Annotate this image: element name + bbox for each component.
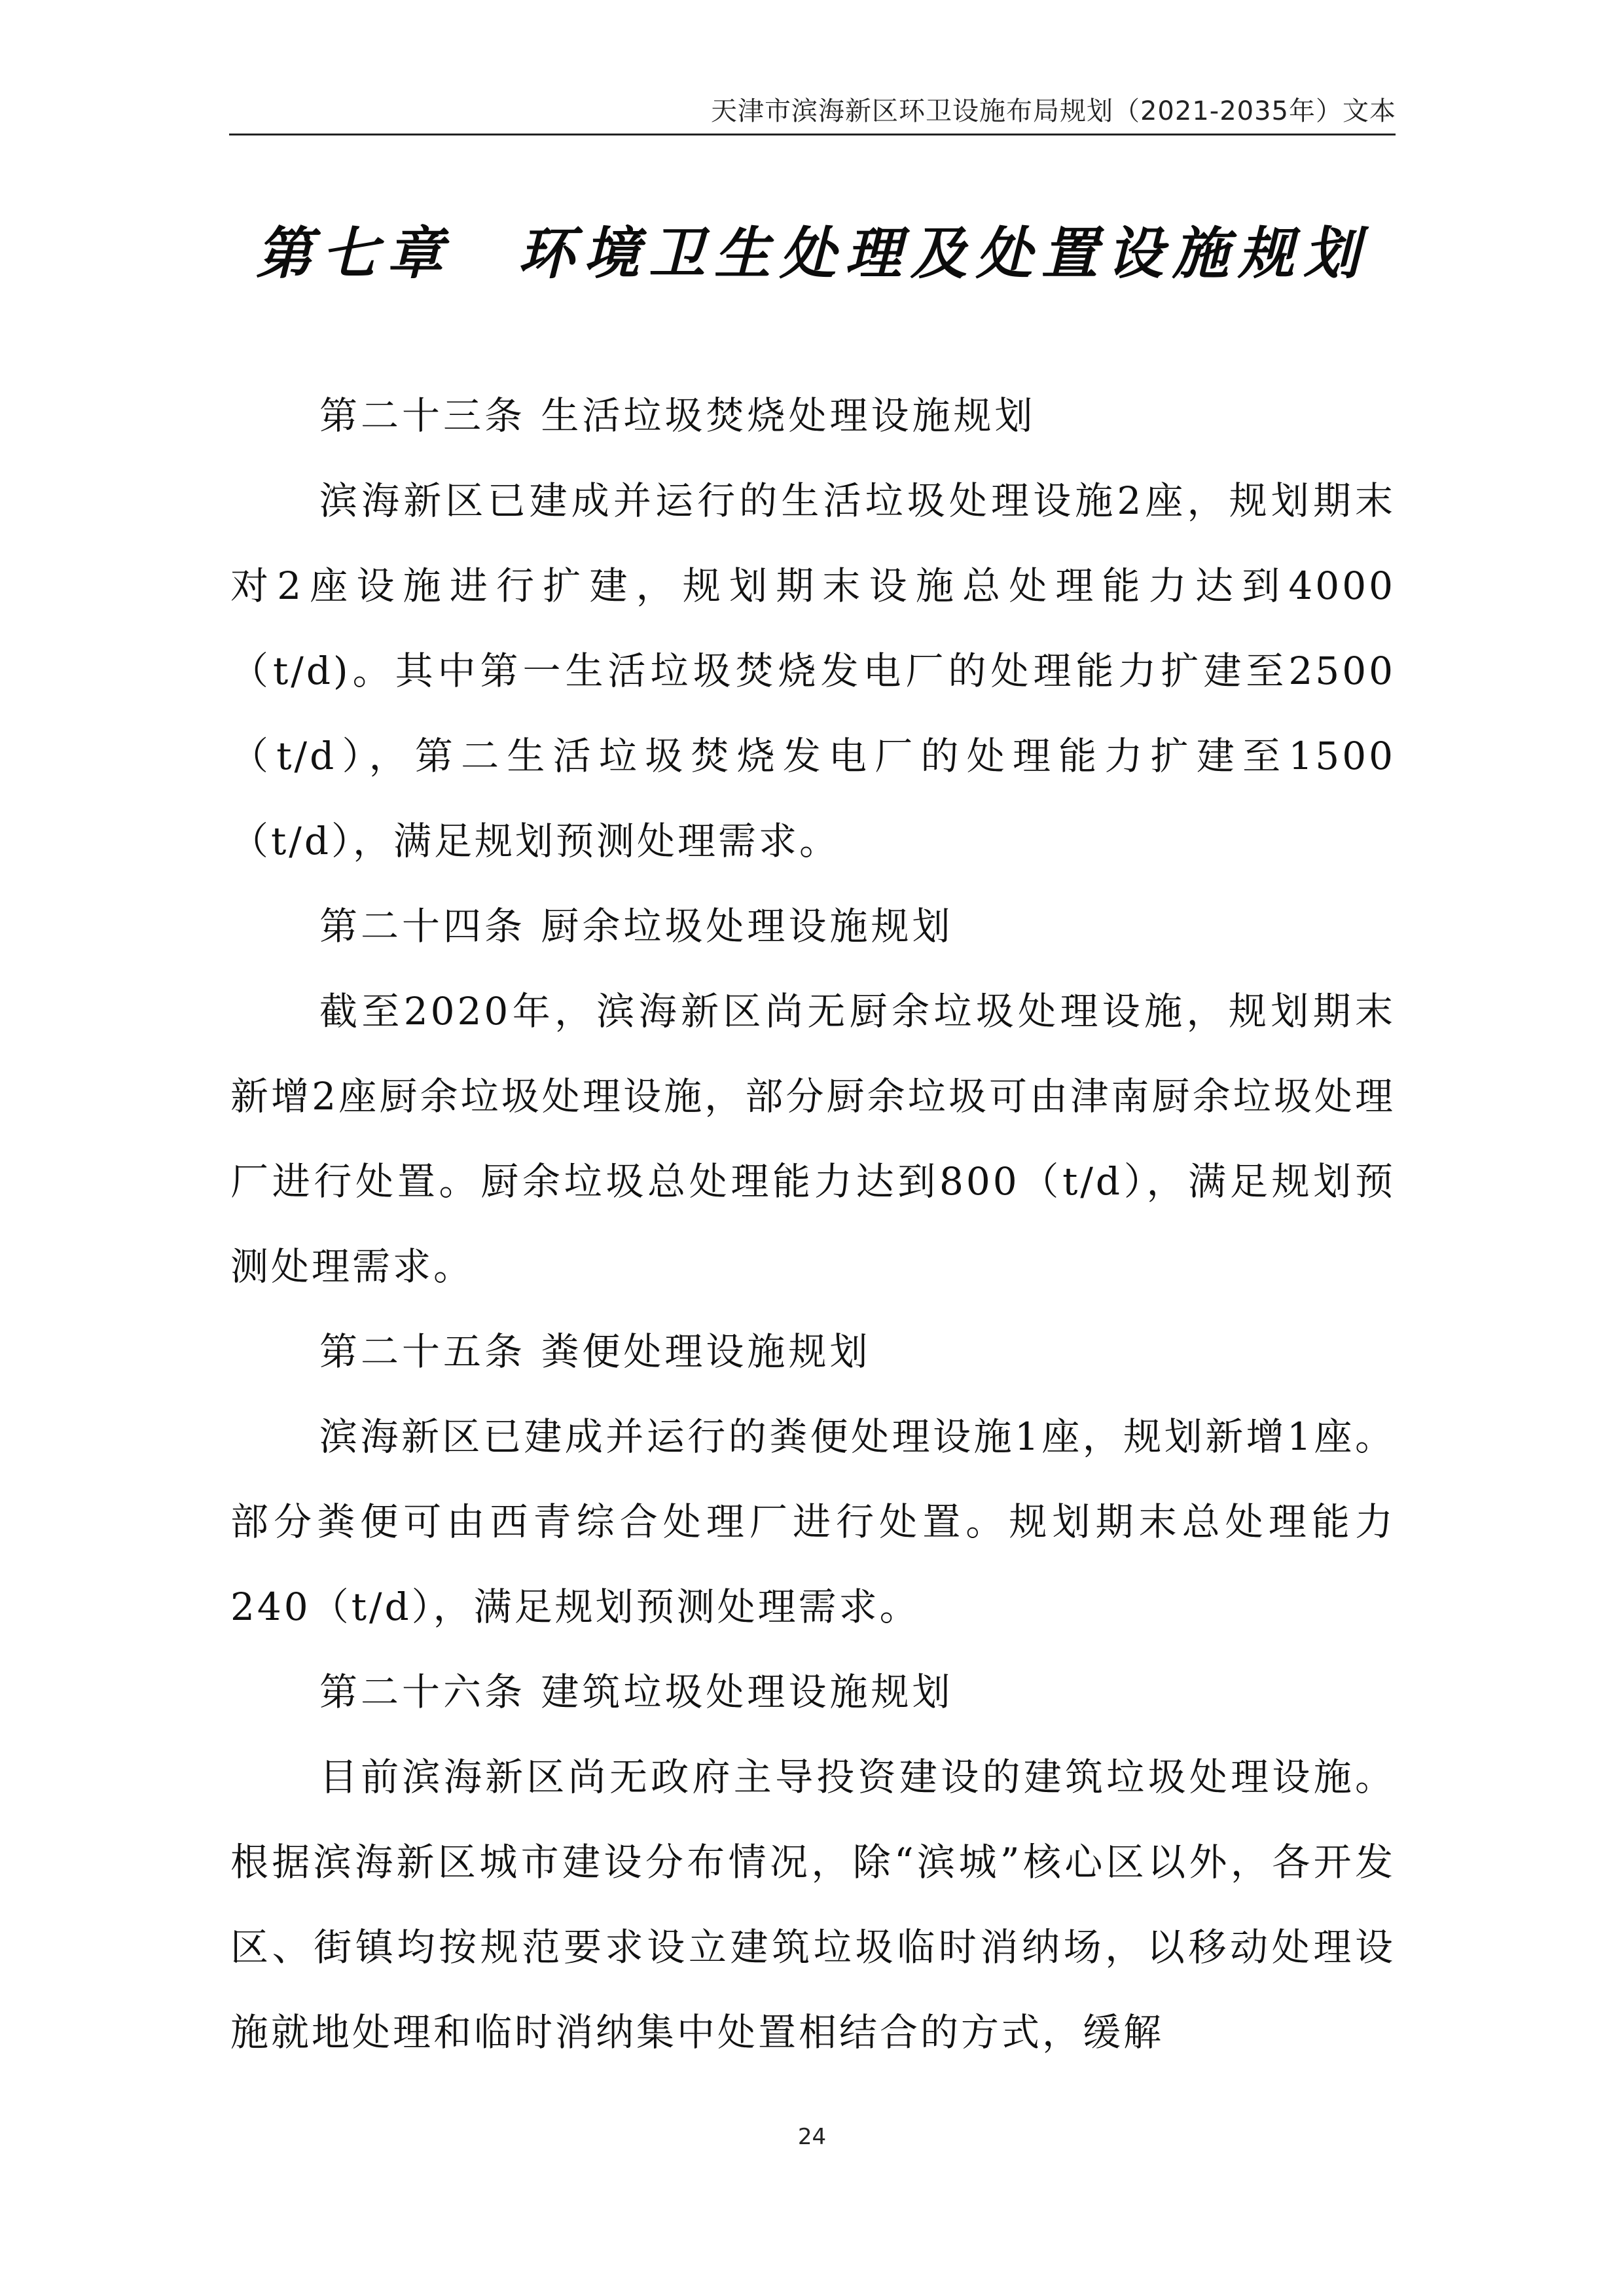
article-heading: 第二十五条 粪便处理设施规划	[319, 1329, 871, 1374]
document-body	[230, 373, 1396, 2075]
article-25	[230, 1309, 1396, 1649]
article-26	[230, 1649, 1396, 2075]
article-paragraph: 滨海新区已建成并运行的生活垃圾处理设施2座，规划期末对2座设施进行扩建，规划期末设施总处理能力达到4000（t/d)。其中第一生活垃圾焚烧发电厂的处理能力扩建至2500（t/d），第二生活垃圾焚烧发电厂的处理能力扩建至1500（t/d），满足规划预测处理需求。	[230, 478, 1396, 863]
running-header: 天津市滨海新区环卫设施布局规划（2021-2035年）文本	[710, 96, 1396, 126]
article-heading: 第二十三条 生活垃圾焚烧处理设施规划	[319, 393, 1036, 438]
article-paragraph: 滨海新区已建成并运行的粪便处理设施1座，规划新增1座。部分粪便可由西青综合处理厂进行处置。规划期末总处理能力240（t/d），满足规划预测处理需求。	[230, 1414, 1396, 1629]
article-heading: 第二十四条 厨余垃圾处理设施规划	[319, 904, 954, 948]
chapter-title: 第七章 环境卫生处理及处置设施规划	[256, 221, 1369, 287]
article-paragraph: 截至2020年，滨海新区尚无厨余垃圾处理设施，规划期末新增2座厨余垃圾处理设施，部分厨余垃圾可由津南厨余垃圾处理厂进行处置。厨余垃圾总处理能力达到800（t/d），满足规划预测处理需求。	[230, 989, 1396, 1289]
article-23	[230, 373, 1396, 884]
page-number: 24	[797, 2124, 827, 2150]
article-paragraph: 目前滨海新区尚无政府主导投资建设的建筑垃圾处理设施。根据滨海新区城市建设分布情况，除“滨城”核心区以外，各开发区、街镇均按规范要求设立建筑垃圾临时消纳场，以移动处理设施就地处理和临时消纳集中处置相结合的方式，缓解	[230, 1755, 1396, 2054]
article-heading: 第二十六条 建筑垃圾处理设施规划	[319, 1670, 954, 1714]
header-divider	[229, 134, 1396, 135]
article-24	[230, 884, 1396, 1309]
